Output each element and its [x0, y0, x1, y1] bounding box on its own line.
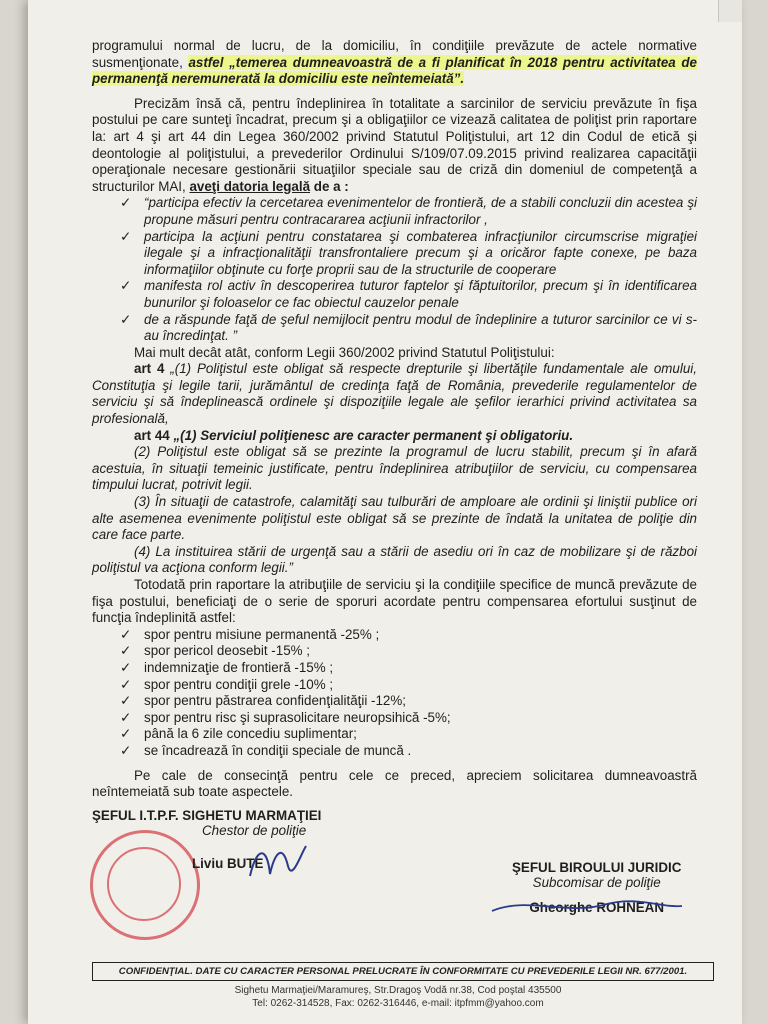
article-44-2: (2) Poliţistul este obligat să se prezinte la programul de lucru stabilit, precum şi în afară acestuia, în situaţii temeinic justificate, pentru îndeplinirea atribuţiilor de serviciu, cu compensarea timpului lucrat, potrivit legii.: [92, 444, 697, 493]
check-icon: ✓: [120, 709, 132, 725]
check-icon: ✓: [120, 311, 132, 327]
check-icon: ✓: [120, 278, 132, 294]
right-signatory-name: Gheorghe ROHNEAN: [529, 900, 665, 915]
address-block: [92, 984, 704, 1010]
check-icon: ✓: [120, 726, 132, 742]
check-icon: ✓: [120, 643, 132, 659]
right-signature-scribble: [487, 886, 687, 926]
list-item: ✓ se încadrează în condiţii speciale de muncă .: [120, 742, 412, 758]
check-icon: ✓: [120, 742, 132, 758]
check-icon: ✓: [120, 676, 132, 692]
article-44-1: art 44 „(1) Serviciul poliţienesc are caracter permanent şi obligatoriu.: [134, 427, 574, 443]
paragraph-duties-intro: Precizăm însă că, pentru îndeplinirea în totalitate a sarcinilor de serviciu prevăzute în fişa postului pe care sunteţi încadrat, precum şi a obligaţiilor ce vizează calitatea de poliţist prin raportare la: art 4 şi art 44 din Legea 360/2002 privind Statutul Poliţistului, art 12 din Codul de etică şi deontologie al poliţistului, a prevederilor Ordinului S/109/07.09.2015 privind realizarea capacităţii operaţionale necesare gestionării situaţiilor speciale sau de criză din domeniul de competenţă a structurilor MAI, aveţi datoria legală de a :: [92, 95, 697, 194]
legal-duty-emphasis: aveţi datoria legală: [189, 178, 311, 194]
check-icon: ✓: [120, 195, 132, 211]
left-signatory-rank: Chestor de poliţie: [202, 823, 307, 838]
list-item: ✓ spor pentru risc şi suprasolicitare neuropsihică -5%;: [120, 709, 451, 725]
signature-block: [92, 808, 697, 958]
list-item: ✓ manifesta rol activ în descoperirea tuturor faptelor şi făptuitorilor, precum şi în identificarea bunurilor şi foloaselor ce fac obiectul cauzelor penale: [120, 278, 697, 310]
list-item: ✓ spor pericol deosebit -15% ;: [120, 643, 310, 659]
list-item: ✓ participa la acţiuni pentru constatarea şi combaterea infracţiunilor circumscrise migraţiei ilegale şi a infracţionalităţii transfrontaliere precum şi a oricăror fapte conexe, pe baza informaţiilor obţinute cu forţe proprii sau de la structurile de cooperare: [120, 228, 697, 277]
address-line: Sighetu Marmaţiei/Maramureş, Str.Dragoş Vodă nr.38, Cod poştal 435500: [234, 985, 562, 996]
check-icon: ✓: [120, 626, 132, 642]
highlighted-quote: astfel „temerea dumneavoastră de a fi planificat în 2018 pentru activitatea de permanenţă neremunerată la domiciliu este neîntemeiată”.: [92, 54, 697, 87]
left-signatory-name: Liviu BUTE: [192, 856, 264, 871]
right-signatory-title: ŞEFUL BIROULUI JURIDIC: [512, 860, 682, 875]
left-signature-scribble: [242, 836, 312, 886]
list-item: ✓ indemnizaţie de frontieră -15% ;: [120, 659, 334, 675]
contact-line: Tel: 0262-314528, Fax: 0262-316446, e-mail: itpfmm@yahoo.com: [252, 998, 544, 1009]
article-44-4: (4) La instituirea stării de urgenţă sau a stării de asediu ori în caz de mobilizare şi de război poliţistul va acţiona conform legii.”: [92, 543, 697, 576]
list-item: ✓ spor pentru păstrarea confidenţialităţii -12%;: [120, 693, 407, 709]
list-item: ✓ spor pentru misiune permanentă -25% ;: [120, 626, 380, 642]
bonuses-list: [92, 627, 697, 760]
check-icon: ✓: [120, 228, 132, 244]
confidentiality-notice: CONFIDENŢIAL. DATE CU CARACTER PERSONAL PRELUCRATE ÎN CONFORMITATE CU PREVEDERILE LEGII NR. 677/2001.: [92, 962, 714, 981]
article-4: art 4 „(1) Poliţistul este obligat să respecte drepturile şi libertăţile fundamentale ale omului, Constituţia şi legile tarii, jurământul de credinţa faţă de România, prevederile regulamentelor de serviciu şi să îndeplinească ordinele şi dispoziţiile legale ale şefilor ierarhici privind activitatea sa profesională,: [92, 361, 697, 427]
paragraph-bonuses-intro: Totodată prin raportare la atribuţiile de serviciu şi la condiţiile specifice de muncă prevăzute de fişa postului, beneficiaţi de o serie de sporuri acordate pentru compensarea efortului susţinut de funcţia îndeplinită astfel:: [92, 577, 697, 626]
check-icon: ✓: [120, 693, 132, 709]
page-corner-tab: [718, 0, 742, 22]
list-item: ✓ spor pentru condiţii grele -10% ;: [120, 676, 334, 692]
list-item: ✓ “participa efectiv la cercetarea evenimentelor de frontieră, de a stabili concluzii din acestea şi propune măsuri pentru contracararea acţiunii infractorilor ,: [120, 195, 697, 227]
duties-list: [92, 195, 697, 344]
check-icon: ✓: [120, 659, 132, 675]
paragraph-intro: programului normal de lucru, de la domiciliu, în condiţiile prevăzute de actele normative susmenţionate, astfel „temerea dumneavoastră de a fi planificat în 2018 pentru activitatea de permanenţă neremunerată la domiciliu este neîntemeiată”.: [92, 38, 697, 87]
paragraph-conclusion: Pe cale de consecinţă pentru cele ce preced, apreciem solicitarea dumneavoastră neîntemeiată sub toate aspectele.: [92, 767, 697, 800]
list-item: ✓ până la 6 zile concediu suplimentar;: [120, 726, 357, 742]
letter-body: [92, 38, 697, 801]
list-item: ✓ de a răspunde faţă de şeful nemijlocit pentru modul de îndeplinire a tuturor sarcinilor ce vi s-au încredinţat. ”: [120, 311, 697, 344]
right-signatory-rank: Subcomisar de poliţie: [532, 875, 661, 890]
paragraph-law-ref: Mai mult decât atât, conform Legii 360/2002 privind Statutul Poliţistului:: [134, 344, 555, 360]
left-signatory-title: ŞEFUL I.T.P.F. SIGHETU MARMAŢIEI: [92, 808, 322, 823]
article-44-3: (3) În situaţii de catastrofe, calamităţi sau tulburări de amploare ale ordinii şi liniştii publice ori alte asemenea evenimente poliţistul este obligat să se prezinte de îndată la unitatea de poliţie din care face parte.: [92, 494, 697, 543]
